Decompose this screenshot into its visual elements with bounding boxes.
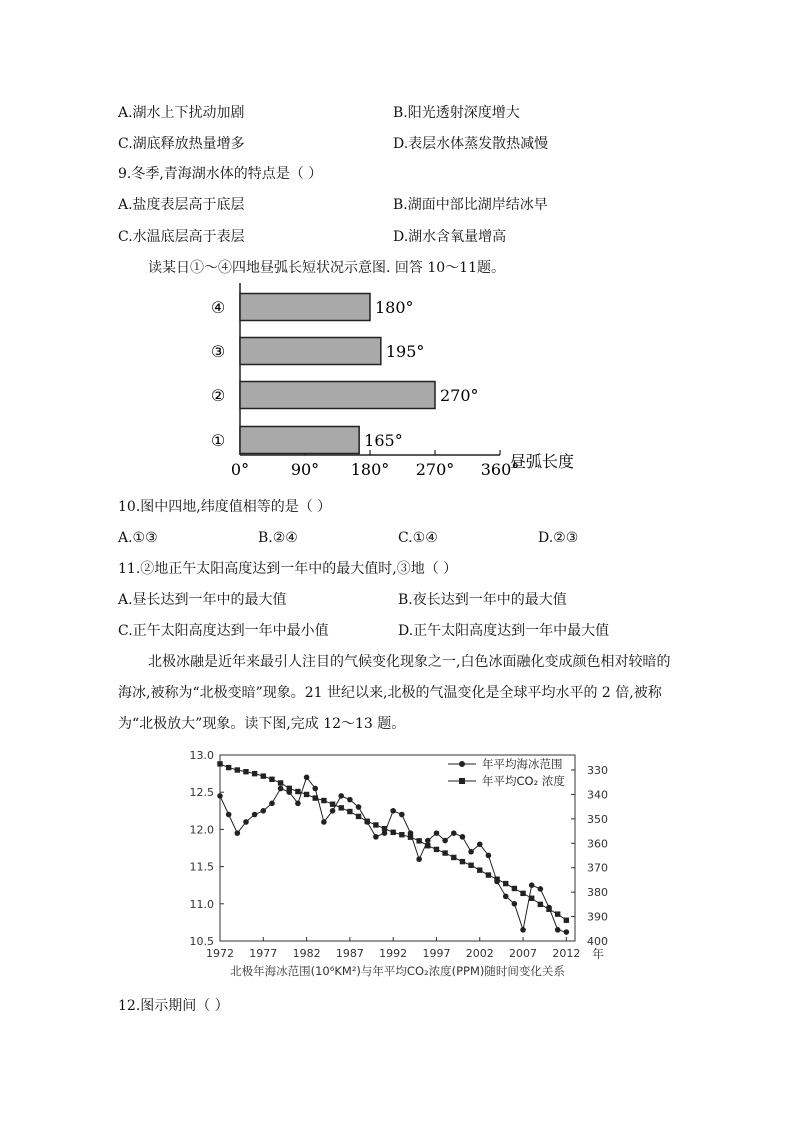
q11-stem: 11.②地正午太阳高度达到一年中的最大值时,③地（ ）	[118, 561, 458, 577]
co2-point	[520, 891, 525, 896]
x-axis-unit: 年	[592, 947, 605, 961]
passage-line-3: 为“北极放大”现象。读下图,完成 12～13 题。	[118, 716, 406, 732]
x-tick-label: 2007	[509, 947, 538, 960]
sea-ice-series-line	[220, 777, 566, 932]
sea-ice-point	[468, 849, 474, 855]
bar	[240, 338, 381, 365]
q12-stem: 12.图示期间（ ）	[118, 998, 229, 1014]
sea-ice-point	[408, 830, 414, 836]
q8-option-c: C.湖底释放热量增多	[118, 136, 245, 152]
bar-category-label: ②	[210, 386, 226, 405]
left-tick-label: 10.5	[189, 935, 214, 948]
co2-point	[330, 802, 335, 807]
sea-ice-point	[382, 830, 388, 836]
co2-point	[295, 789, 300, 794]
x-tick-label: 270°	[415, 460, 455, 479]
q8-option-b: B.阳光透射深度增大	[393, 105, 520, 121]
co2-point	[356, 814, 361, 819]
co2-point	[477, 867, 482, 872]
bar-value-label: 195°	[385, 342, 425, 361]
bar-value-label: 270°	[440, 386, 479, 405]
co2-point	[468, 863, 473, 868]
sea-ice-point	[295, 801, 301, 807]
sea-ice-point	[217, 793, 223, 799]
sea-ice-point	[538, 886, 544, 892]
co2-point	[442, 850, 447, 855]
right-tick-label: 340	[587, 788, 608, 802]
co2-point	[555, 911, 560, 916]
co2-point	[434, 847, 439, 852]
q10-stem: 10.图中四地,纬度值相等的是（ ）	[118, 499, 332, 515]
co2-point	[347, 809, 352, 814]
sea-ice-point	[364, 819, 370, 825]
bar	[240, 427, 359, 454]
sea-ice-point	[373, 834, 379, 840]
sea-ice-point	[564, 929, 570, 935]
right-tick-label: 350	[587, 812, 608, 826]
left-tick-label: 11.0	[189, 897, 214, 911]
x-tick-label: 1977	[249, 947, 278, 960]
legend-label-sea-ice: 年平均海冰范围	[482, 757, 563, 771]
co2-point	[373, 822, 378, 827]
left-tick-label: 12.0	[189, 823, 214, 837]
legend-marker-sea-ice	[459, 761, 465, 767]
co2-point	[460, 859, 465, 864]
co2-point	[226, 765, 231, 770]
sea-ice-point	[546, 905, 552, 911]
q10-option-b: B.②④	[258, 530, 298, 546]
co2-point	[503, 881, 508, 886]
bar	[240, 294, 370, 321]
co2-point	[321, 798, 326, 803]
bar-category-label: ④	[210, 298, 226, 317]
q10-option-a: A.①③	[118, 530, 158, 546]
day-arc-bar-chart	[210, 283, 590, 493]
sea-ice-point	[477, 841, 483, 847]
sea-ice-point	[494, 879, 500, 885]
x-tick-label: 1992	[379, 947, 408, 960]
sea-ice-point	[416, 856, 422, 862]
sea-ice-point	[503, 894, 509, 900]
co2-point	[486, 872, 491, 877]
sea-ice-point	[434, 830, 440, 836]
x-tick-label: 0°	[230, 460, 250, 479]
chart-title: 北极年海冰范围(10⁶KM²)与年平均CO₂浓度(PPM)随时间变化关系	[230, 964, 565, 978]
co2-point	[538, 902, 543, 907]
sea-ice-point	[347, 797, 353, 803]
right-tick-label: 380	[587, 886, 608, 900]
co2-point	[416, 838, 421, 843]
sea-ice-point	[330, 808, 336, 814]
co2-point	[339, 805, 344, 810]
sea-ice-point	[399, 812, 405, 818]
x-axis-title: 昼弧长度	[510, 452, 575, 471]
sea-ice-point	[278, 786, 284, 792]
right-tick-label: 330	[587, 764, 608, 777]
right-tick-label: 360	[587, 837, 608, 851]
sea-ice-point	[451, 830, 457, 836]
q10-option-d: D.②③	[538, 530, 579, 546]
sea-ice-point	[260, 808, 266, 814]
legend-marker-co2	[459, 778, 465, 784]
co2-point	[269, 777, 274, 782]
co2-point	[390, 830, 395, 835]
sea-ice-point	[460, 834, 466, 840]
q9-option-c: C.水温底层高于表层	[118, 229, 245, 245]
right-tick-label: 390	[587, 910, 608, 924]
sea-ice-point	[243, 819, 249, 825]
co2-point	[278, 780, 283, 785]
sea-ice-point	[226, 812, 232, 818]
bar-value-label: 180°	[375, 298, 414, 317]
x-tick-label: 2012	[552, 947, 581, 960]
bar-category-label: ③	[210, 342, 226, 361]
intro-10-11: 读某日①～④四地昼弧长短状况示意图. 回答 10～11题。	[148, 260, 505, 276]
bar	[240, 382, 435, 409]
legend-label-co2: 年平均CO₂ 浓度	[482, 774, 565, 788]
passage-line-2: 海冰,被称为“北极变暗”现象。21 世纪以来,北极的气温变化是全球平均水平的 2 倍,被称	[118, 685, 662, 701]
x-tick-label: 360°	[480, 460, 520, 479]
sea-ice-point	[338, 793, 344, 799]
sea-ice-co2-line-chart	[180, 745, 620, 990]
co2-point	[243, 769, 248, 774]
passage-line-1: 北极冰融是近年来最引人注目的气候变化现象之一,白色冰面融化变成颜色相对较暗的	[148, 654, 671, 670]
q11-option-a: A.昼长达到一年中的最大值	[118, 592, 287, 608]
bar-value-label: 165°	[364, 431, 403, 450]
q8-option-a: A.湖水上下扰动加剧	[118, 105, 245, 121]
right-tick-label: 400	[587, 935, 608, 948]
sea-ice-point	[555, 927, 561, 933]
left-tick-label: 12.5	[189, 786, 214, 800]
co2-point	[512, 886, 517, 891]
sea-ice-point	[486, 853, 492, 859]
q10-option-c: C.①④	[398, 530, 438, 546]
co2-point	[252, 771, 257, 776]
sea-ice-point	[269, 801, 275, 807]
left-tick-label: 13.0	[189, 749, 214, 762]
q8-option-d: D.表层水体蒸发散热减慢	[393, 136, 549, 152]
sea-ice-point	[425, 838, 431, 844]
sea-ice-point	[512, 901, 518, 907]
co2-point	[451, 855, 456, 860]
co2-point	[399, 832, 404, 837]
co2-point	[304, 792, 309, 797]
x-tick-label: 2002	[465, 947, 494, 960]
q9-option-b: B.湖面中部比湖岸结冰早	[393, 197, 548, 213]
sea-ice-point	[356, 804, 362, 810]
right-tick-label: 370	[587, 861, 608, 875]
sea-ice-point	[312, 786, 318, 792]
sea-ice-point	[390, 808, 396, 814]
x-tick-label: 1987	[335, 947, 364, 960]
co2-point	[217, 761, 222, 766]
x-tick-label: 1997	[422, 947, 451, 960]
left-tick-label: 11.5	[189, 860, 214, 874]
co2-point	[235, 767, 240, 772]
bar-category-label: ①	[210, 431, 226, 450]
sea-ice-point	[442, 838, 448, 844]
sea-ice-point	[304, 775, 310, 781]
x-tick-label: 1972	[206, 947, 234, 960]
co2-point	[261, 773, 266, 778]
sea-ice-point	[321, 819, 327, 825]
q11-option-d: D.正午太阳高度达到一年中最大值	[398, 623, 610, 639]
q11-option-b: B.夜长达到一年中的最大值	[398, 592, 567, 608]
sea-ice-point	[529, 882, 535, 888]
x-tick-label: 1982	[292, 947, 321, 960]
sea-ice-point	[520, 927, 526, 933]
x-tick-label: 90°	[290, 460, 320, 479]
q9-stem: 9.冬季,青海湖水体的特点是（ ）	[118, 166, 323, 182]
sea-ice-point	[286, 789, 292, 795]
q9-option-a: A.盐度表层高于底层	[118, 197, 245, 213]
q11-option-c: C.正午太阳高度达到一年中最小值	[118, 623, 329, 639]
q9-option-d: D.湖水含氧量增高	[393, 229, 507, 245]
sea-ice-point	[252, 812, 258, 818]
sea-ice-point	[235, 830, 241, 836]
x-tick-label: 180°	[350, 460, 390, 479]
co2-point	[564, 918, 569, 923]
